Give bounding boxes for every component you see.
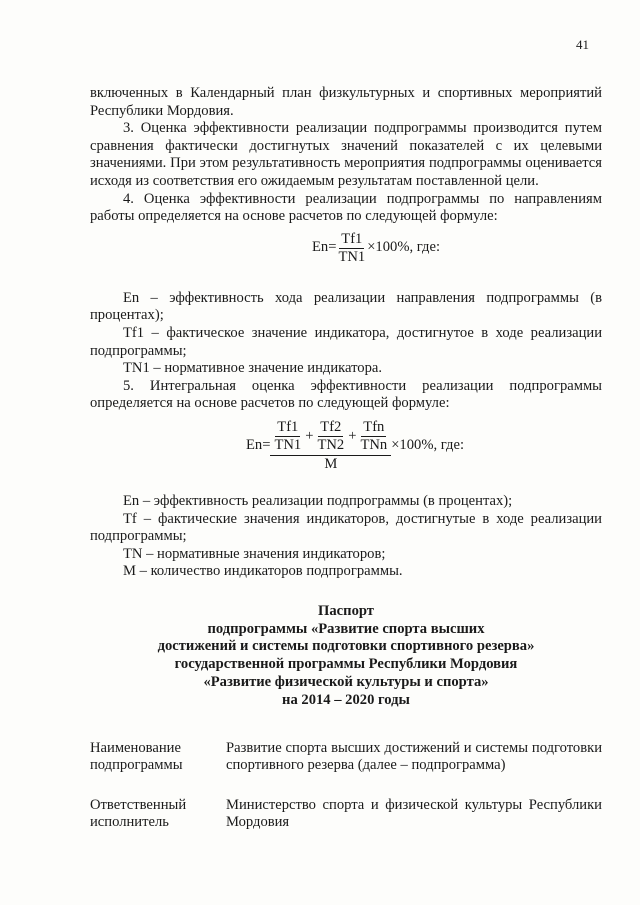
formula-lhs: Еn= xyxy=(245,437,271,454)
paragraph: 5. Интегральная оценка эффективности реализации подпрограммы определяется на основе расчетов по следующей формуле: xyxy=(90,377,602,412)
paragraph: М – количество индикаторов подпрограммы. xyxy=(123,563,403,580)
passport-line: достижений и системы подготовки спортивного резерва» xyxy=(157,638,535,655)
page-number: 41 xyxy=(576,37,589,52)
passport-line: подпрограммы «Развитие спорта высших xyxy=(207,620,485,637)
fraction-denominator: М xyxy=(324,455,338,472)
paragraph: Тf – фактические значения индикаторов, достигнутые в ходе реализации подпрограммы; xyxy=(90,510,602,545)
passport-title: Паспорт xyxy=(318,602,374,619)
paragraph: 4. Оценка эффективности реализации подпрограммы по направлениям работы определяется на основе расчетов по следующей формуле: xyxy=(90,190,602,225)
passport-table xyxy=(90,740,602,832)
formula-rhs: ×100%, где: xyxy=(391,437,464,454)
fraction-numerator xyxy=(270,419,391,456)
table-row xyxy=(90,797,602,832)
formula-rhs: ×100%, где: xyxy=(367,239,440,256)
passport-line: «Развитие физической культуры и спорта» xyxy=(203,674,489,691)
plus-sign: + xyxy=(348,427,357,444)
formula-outer-fraction xyxy=(270,419,391,473)
fraction-denominator: ТN1 xyxy=(338,248,366,265)
term-numerator: Тf2 xyxy=(320,418,342,435)
term-fraction xyxy=(315,419,346,454)
passport-line: государственной программы Республики Мордовия xyxy=(174,656,518,673)
paragraph: ТN – нормативные значения индикаторов; xyxy=(123,545,386,562)
term-denominator: ТN1 xyxy=(274,436,302,453)
term-denominator: ТNn xyxy=(360,436,388,453)
paragraph: 3. Оценка эффективности реализации подпрограммы производится путем сравнения фактически достигнутых значений показателей с их целевыми значениями. При этом результативность мероприятия подпрограммы оценивается исходя из соответствия его ожидаемым результатам поставленной цели. xyxy=(90,120,602,189)
row-value: Министерство спорта и физической культуры Республики Мордовия xyxy=(226,796,602,831)
term-denominator: ТN2 xyxy=(317,436,345,453)
formula-fraction xyxy=(336,231,367,266)
paragraph: Тf1 – фактическое значение индикатора, достигнутое в ходе реализации подпрограммы; xyxy=(90,324,602,359)
plus-sign: + xyxy=(305,427,314,444)
paragraph: ТN1 – нормативное значение индикатора. xyxy=(123,360,383,377)
formula-lhs: Еn= xyxy=(311,239,337,256)
row-label: Ответственный исполнитель xyxy=(90,796,187,831)
row-label: Наименование подпрограммы xyxy=(90,739,183,774)
term-fraction xyxy=(358,419,389,454)
passport-line: на 2014 – 2020 годы xyxy=(282,691,410,708)
paragraph: Еn – эффективность хода реализации направления подпрограммы (в процентах); xyxy=(90,289,602,324)
fraction-numerator: Тf1 xyxy=(341,230,363,247)
row-spacer xyxy=(90,775,602,797)
term-numerator: Тfn xyxy=(363,418,385,435)
formula-efficiency-direction xyxy=(150,231,602,266)
paragraph: включенных в Календарный план физкультурных и спортивных мероприятий Республики Мордовия. xyxy=(90,85,602,119)
passport-heading xyxy=(90,603,602,710)
term-numerator: Тf1 xyxy=(277,418,299,435)
formula-integral-efficiency xyxy=(108,419,602,473)
term-fraction xyxy=(272,419,303,454)
paragraph: Еn – эффективность реализации подпрограммы (в процентах); xyxy=(123,492,513,509)
document-body xyxy=(90,85,602,832)
row-value: Развитие спорта высших достижений и системы подготовки спортивного резерва (далее – подпрограмма) xyxy=(226,739,602,774)
table-row xyxy=(90,740,602,775)
